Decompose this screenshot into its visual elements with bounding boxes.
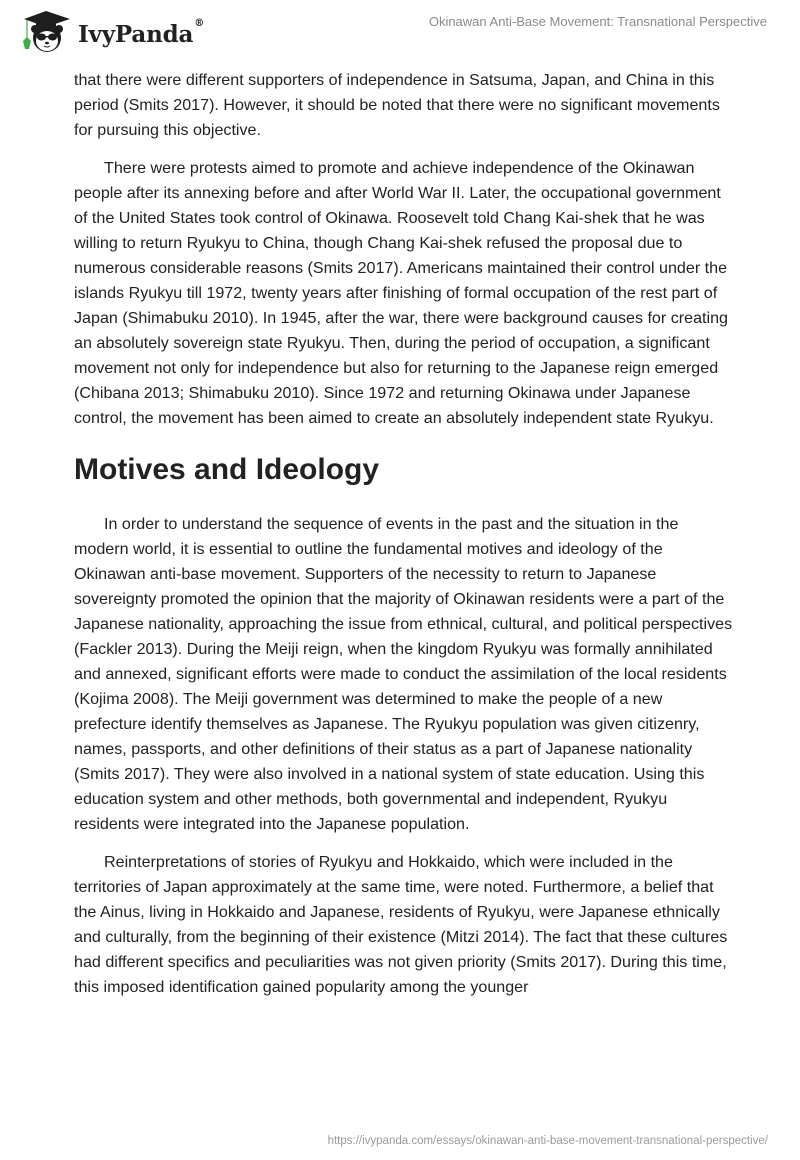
brand-name: IvyPanda® xyxy=(78,17,204,48)
source-url[interactable]: https://ivypanda.com/essays/okinawan-anti-base-movement-transnational-perspective/ xyxy=(327,1135,768,1147)
paragraph: There were protests aimed to promote and achieve independence of the Okinawan people after its annexing before and after World War II. Later, the occupational government of the United States took control of Okinawa. Roosevelt told Chang Kai-shek that he was willing to return Ryukyu to China, though Chang Kai-shek refused the proposal due to numerous considerable reasons (Smits 2017). Americans maintained their control under the islands Ryukyu till 1972, twenty years after finishing of formal occupation of the rest part of Japan (Shimabuku 2010). In 1945, after the war, there were background causes for creating an absolutely sovereign state Ryukyu. Then, during the period of occupation, a significant movement not only for independence but also for returning to the Japanese reign emerged (Chibana 2013; Shimabuku 2010). Since 1972 and returning Okinawa under Japanese control, the movement has been aimed to create an absolutely independent state Ryukyu. xyxy=(74,159,728,427)
section-heading: Motives and Ideology xyxy=(74,453,380,486)
paragraph: In order to understand the sequence of events in the past and the situation in the modern world, it is essential to outline the fundamental motives and ideology of the Okinawan anti-base movement. Supporters of the necessity to return to Japanese sovereignty promoted the opinion that the majority of Okinawan residents were a part of the Japanese nationality, approaching the issue from ethnical, cultural, and political perspectives (Fackler 2013). During the Meiji reign, when the kingdom Ryukyu was formally annihilated and annexed, significant efforts were made to conduct the assimilation of the local residents (Kojima 2008). The Meiji government was determined to make the people of a new prefecture identify themselves as Japanese. The Ryukyu population was given citizenry, names, passports, and other definitions of their status as a part of Japanese nationality (Smits 2017). They were also involved in a national system of state education. Using this education system and other methods, both governmental and independent, Ryukyu residents were integrated into the Japanese population. xyxy=(74,515,733,833)
registered-mark: ® xyxy=(194,17,204,29)
document-title: Okinawan Anti-Base Movement: Transnational Perspective xyxy=(428,14,767,29)
page-header xyxy=(0,0,800,62)
essay-body xyxy=(74,68,734,1000)
ivypanda-logo[interactable] xyxy=(16,7,204,57)
paragraph: Reinterpretations of stories of Ryukyu and Hokkaido, which were included in the territories of Japan approximately at the same time, were noted. Furthermore, a belief that the Ainus, living in Hokkaido and Japanese, residents of Ryukyu, were Japanese ethnically and culturally, from the beginning of their existence (Mitzi 2014). The fact that these cultures had different specifics and peculiarities was not given priority (Smits 2017). During this time, this imposed identification gained popularity among the younger xyxy=(74,853,728,996)
panda-graduate-icon xyxy=(16,7,76,57)
paragraph-continued: that there were different supporters of independence in Satsuma, Japan, and China in this period (Smits 2017). However, it should be noted that there were no significant movements for pursuing this objective. xyxy=(74,71,720,139)
